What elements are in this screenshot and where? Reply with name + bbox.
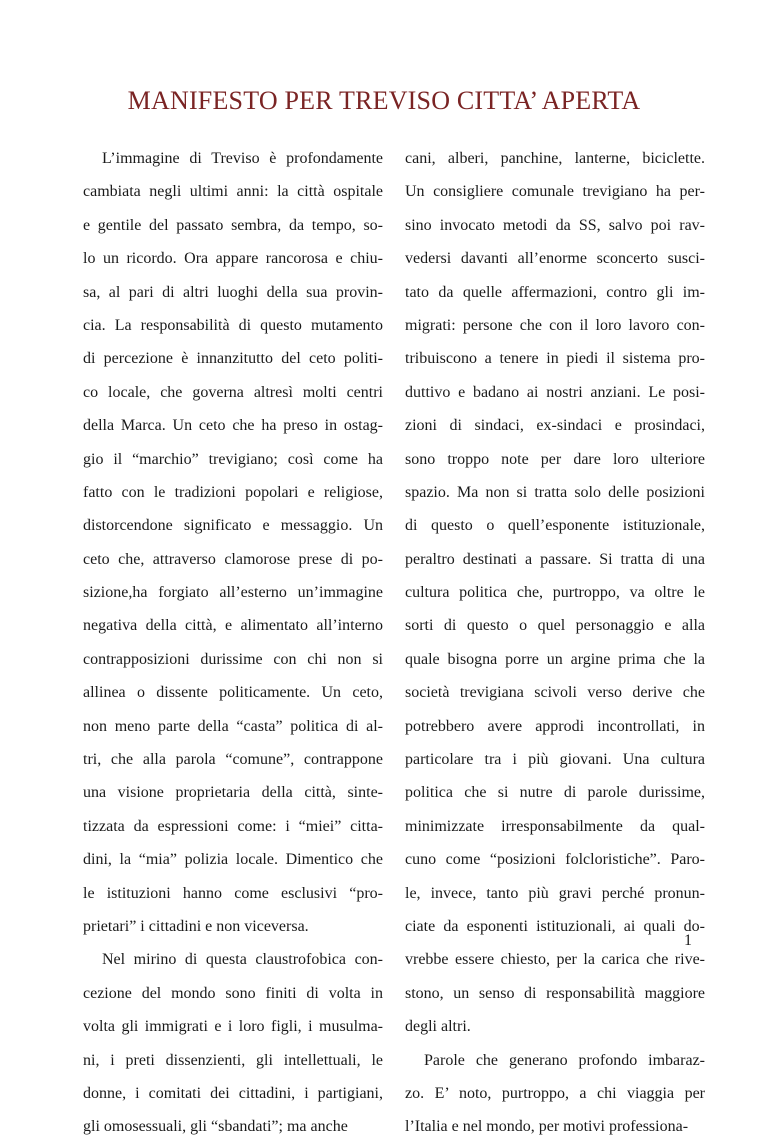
text-line: dini, la “mia” polizia locale. Dimentico che xyxy=(83,851,383,869)
text-line: ni, i preti dissenzienti, gli intellettuali, le xyxy=(83,1051,383,1069)
text-line: duttivo e badano ai nostri anziani. Le posi- xyxy=(405,383,705,401)
text-line: vedersi davanti all’enorme sconcerto susci- xyxy=(405,250,705,268)
text-line: gio il “marchio” trevigiano; così come ha xyxy=(83,450,383,468)
text-line: allinea o dissente politicamente. Un ceto, xyxy=(83,684,383,702)
text-line: sono troppo note per dare loro ulteriore xyxy=(405,450,705,468)
text-line: degli altri. xyxy=(405,1018,471,1036)
text-line: Parole che generano profondo imbaraz- xyxy=(424,1051,705,1069)
text-line: sino invocato metodi da SS, salvo poi rav- xyxy=(405,216,705,234)
text-line: società trevigiana scivoli verso derive che xyxy=(405,684,705,702)
left-column xyxy=(83,142,383,1144)
text-line: lo un ricordo. Ora appare rancorosa e chiu- xyxy=(83,250,383,268)
text-line: cia. La responsabilità di questo mutamento xyxy=(83,316,383,334)
text-line: stono, un senso di responsabilità maggiore xyxy=(405,984,705,1002)
text-line: migrati: persone che con il loro lavoro con- xyxy=(405,316,705,334)
text-line: cuno come “posizioni folcloristiche”. Paro- xyxy=(405,851,705,869)
text-line: una visione proprietaria della città, sinte- xyxy=(83,784,383,802)
text-line: cultura politica che, purtroppo, va oltre le xyxy=(405,584,705,602)
text-line: l’Italia e nel mondo, per motivi professiona- xyxy=(405,1118,689,1136)
text-line: vrebbe essere chiesto, per la carica che rive- xyxy=(405,951,705,969)
text-line: fatto con le tradizioni popolari e religiose, xyxy=(83,483,383,501)
text-line: ceto che, attraverso clamorose prese di po- xyxy=(83,550,383,568)
text-line: donne, i comitati dei cittadini, i partigiani, xyxy=(83,1084,383,1102)
text-line: tato da quelle affermazioni, contro gli im- xyxy=(405,283,705,301)
text-line: potrebbero avere approdi incontrollati, in xyxy=(405,717,705,735)
text-line: sa, al pari di altri luoghi della sua provin- xyxy=(83,283,383,301)
text-line: di percezione è innanzitutto del ceto politi- xyxy=(83,350,383,368)
text-line: cambiata negli ultimi anni: la città ospitale xyxy=(83,183,383,201)
text-line: peraltro destinati a passare. Si tratta di una xyxy=(405,550,705,568)
right-column xyxy=(405,142,705,1144)
text-line: zioni di sindaci, ex-sindaci e prosindaci, xyxy=(405,417,705,435)
text-line: ciate da esponenti istituzionali, ai quali do- xyxy=(405,917,705,935)
text-line: zo. E’ noto, purtroppo, a chi viaggia per xyxy=(405,1084,705,1102)
text-line: negativa della città, e alimentato all’interno xyxy=(83,617,383,635)
text-line: spazio. Ma non si tratta solo delle posizioni xyxy=(405,483,705,501)
text-line: contrapposizioni durissime con chi non si xyxy=(83,650,383,668)
text-line: tribuiscono a tenere in piedi il sistema pro- xyxy=(405,350,705,368)
text-line: cani, alberi, panchine, lanterne, biciclette. xyxy=(405,150,705,167)
text-line: tri, che alla parola “comune”, contrappone xyxy=(83,751,383,769)
text-line: sizione,ha forgiato all’esterno un’immagine xyxy=(83,584,383,602)
text-line: particolare tra i più giovani. Una cultura xyxy=(405,751,705,769)
text-line: tizzata da espressioni come: i “miei” citta- xyxy=(83,817,383,835)
text-line: non meno parte della “casta” politica di al- xyxy=(83,717,383,735)
text-line: L’immagine di Treviso è profondamente xyxy=(102,150,383,167)
text-line: co locale, che governa altresì molti centri xyxy=(83,383,383,401)
text-line: le istituzioni hanno come esclusivi “pro- xyxy=(83,884,383,902)
text-line: sorti di questo o quel personaggio e alla xyxy=(405,617,705,635)
text-line: gli omosessuali, gli “sbandati”; ma anche xyxy=(83,1118,348,1136)
document-title: MANIFESTO PER TREVISO CITTA’ APERTA xyxy=(127,86,641,115)
text-line: le, invece, tanto più gravi perché pronun- xyxy=(405,884,705,902)
page-number: 1 xyxy=(684,932,692,949)
text-line: distorcendone significato e messaggio. Un xyxy=(83,517,383,535)
text-line: di questo o quell’esponente istituzionale, xyxy=(405,517,705,535)
text-line: politica che si nutre di parole durissime, xyxy=(405,784,705,802)
text-line: Nel mirino di questa claustrofobica con- xyxy=(102,951,383,969)
text-line: della Marca. Un ceto che ha preso in ostag- xyxy=(83,417,383,435)
text-line: Un consigliere comunale trevigiano ha per- xyxy=(405,183,705,201)
text-line: e gentile del passato sembra, da tempo, so- xyxy=(83,216,383,234)
text-line: volta gli immigrati e i loro figli, i musulma- xyxy=(83,1018,383,1036)
text-line: minimizzate irresponsabilmente da qual- xyxy=(405,817,705,835)
text-line: quale bisogna porre un argine prima che la xyxy=(405,650,705,668)
text-line: cezione del mondo sono finiti di volta in xyxy=(83,984,383,1002)
text-line: prietari” i cittadini e non viceversa. xyxy=(83,917,309,935)
